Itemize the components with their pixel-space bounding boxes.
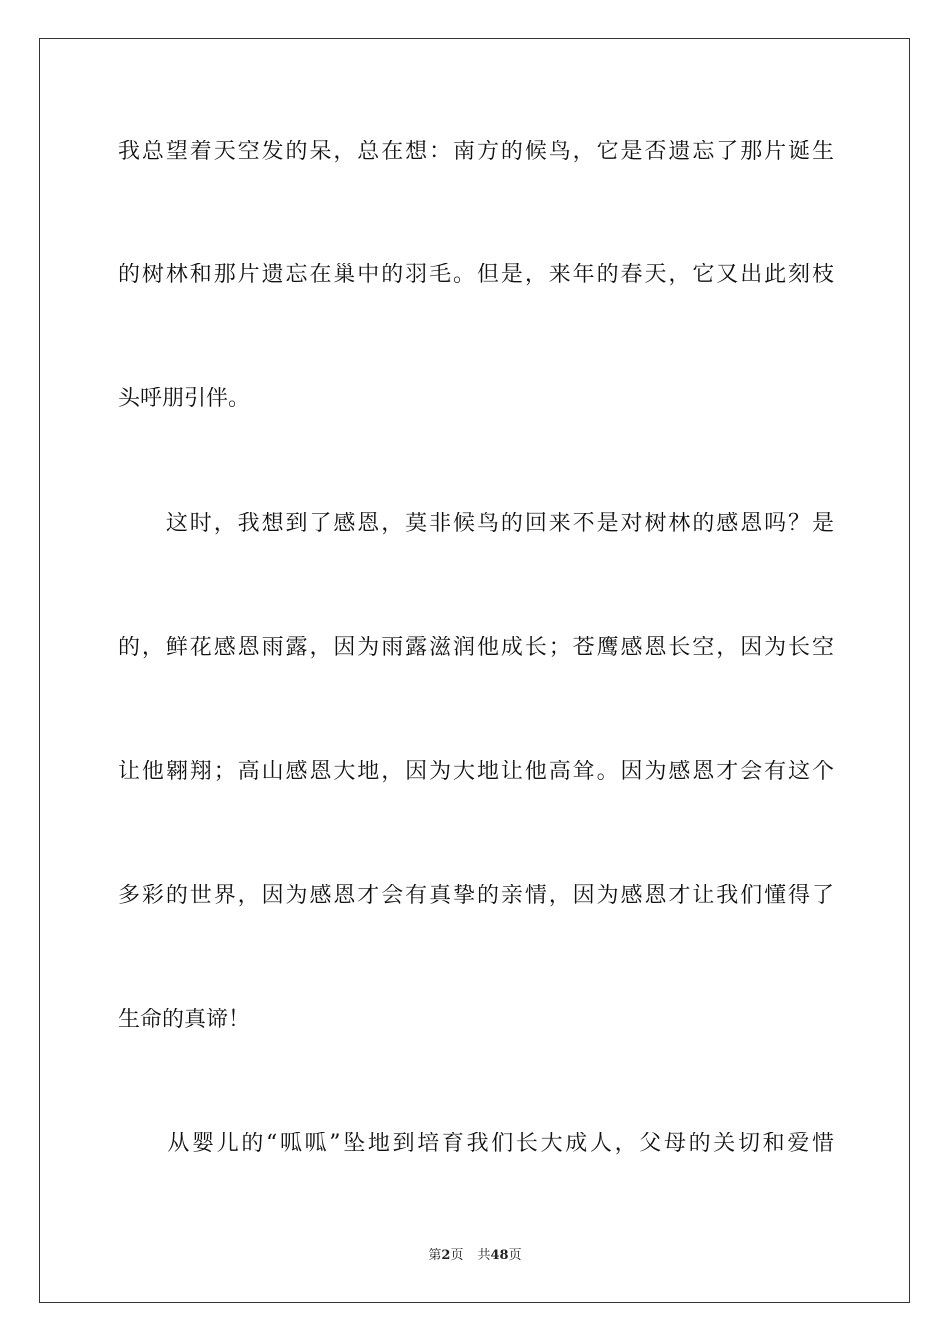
text-line-1: 我总望着天空发的呆，总在想：南方的候鸟，它是否遗忘了那片诞生 <box>118 140 834 164</box>
footer-page-suffix: 页 <box>450 1248 464 1263</box>
page-border <box>39 38 910 1303</box>
text-line-5: 的，鲜花感恩雨露，因为雨露滋润他成长；苍鹰感恩长空，因为长空 <box>118 636 834 660</box>
text-line-8: 生命的真谛！ <box>118 1008 251 1032</box>
footer-page-number: 2 <box>441 1248 451 1263</box>
text-line-6: 让他翱翔；高山感恩大地，因为大地让他高耸。因为感恩才会有这个 <box>118 760 834 784</box>
text-line-3: 头呼朋引伴。 <box>118 387 251 411</box>
footer-page-prefix: 第 <box>428 1248 442 1263</box>
footer-total-pages: 48 <box>490 1248 509 1263</box>
text-line-7: 多彩的世界，因为感恩才会有真挚的亲情，因为感恩才让我们懂得了 <box>118 884 834 908</box>
text-line-2: 的树林和那片遗忘在巢中的羽毛。但是，来年的春天，它又出此刻枝 <box>118 263 834 287</box>
text-line-4: 这时，我想到了感恩，莫非候鸟的回来不是对树林的感恩吗？是 <box>118 512 834 536</box>
text-line-9: 从婴儿的“呱呱”坠地到培育我们长大成人，父母的关切和爱惜 <box>118 1132 834 1156</box>
footer-total-prefix: 共 <box>477 1248 491 1263</box>
page-footer <box>0 1248 950 1264</box>
footer-total-suffix: 页 <box>508 1248 522 1263</box>
